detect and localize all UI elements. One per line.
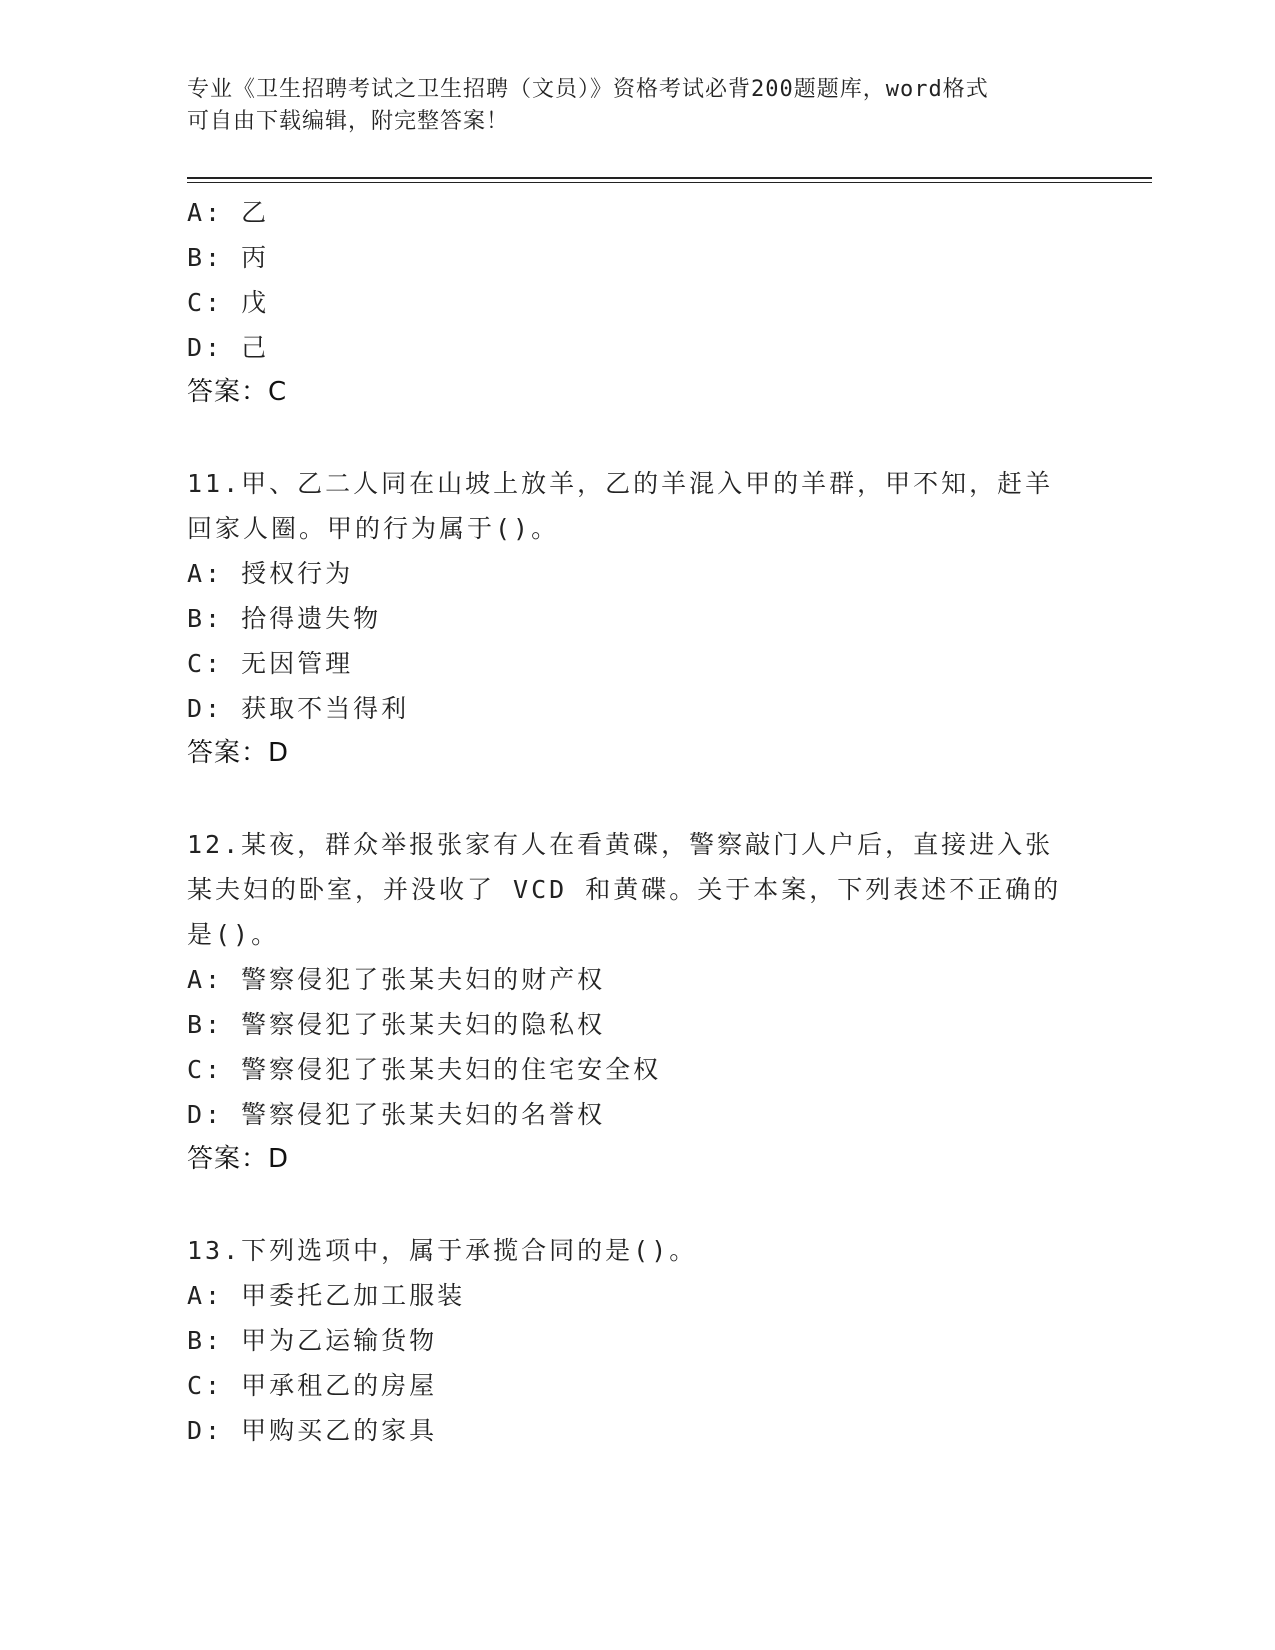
header-line-2: 可自由下载编辑，附完整答案！ bbox=[187, 109, 510, 134]
option-a: A: 乙 bbox=[187, 198, 270, 227]
option-d: D: 获取不当得利 bbox=[187, 694, 410, 723]
option-a: A: 甲委托乙加工服装 bbox=[187, 1281, 466, 1310]
document-header bbox=[187, 74, 1067, 138]
question-text-line: 13.下列选项中，属于承揽合同的是()。 bbox=[187, 1236, 698, 1265]
answer-label: 答案：D bbox=[187, 738, 290, 768]
option-d: D: 甲购买乙的家具 bbox=[187, 1416, 438, 1445]
option-c: C: 无因管理 bbox=[187, 649, 354, 678]
option-c: C: 戊 bbox=[187, 288, 270, 317]
header-divider bbox=[187, 177, 1152, 183]
question-text-line: 12.某夜，群众举报张家有人在看黄碟，警察敲门人户后，直接进入张 bbox=[187, 830, 1054, 859]
answer-label: 答案：D bbox=[187, 1144, 290, 1174]
option-c: C: 警察侵犯了张某夫妇的住宅安全权 bbox=[187, 1055, 662, 1084]
spacer bbox=[187, 1182, 1087, 1228]
option-c: C: 甲承租乙的房屋 bbox=[187, 1371, 438, 1400]
option-b: B: 甲为乙运输货物 bbox=[187, 1326, 438, 1355]
option-b: B: 警察侵犯了张某夫妇的隐私权 bbox=[187, 1010, 606, 1039]
question-block-13 bbox=[187, 1228, 1087, 1453]
question-text-line: 回家人圈。甲的行为属于()。 bbox=[187, 514, 560, 543]
question-text-line: 某夫妇的卧室，并没收了 VCD 和黄碟。关于本案，下列表述不正确的 bbox=[187, 875, 1062, 904]
option-a: A: 警察侵犯了张某夫妇的财产权 bbox=[187, 965, 606, 994]
question-block-10 bbox=[187, 190, 1087, 415]
question-list bbox=[187, 190, 1087, 1453]
spacer bbox=[187, 776, 1087, 822]
option-d: D: 己 bbox=[187, 333, 270, 362]
option-b: B: 丙 bbox=[187, 243, 270, 272]
question-text-line: 11.甲、乙二人同在山坡上放羊，乙的羊混入甲的羊群，甲不知，赶羊 bbox=[187, 469, 1054, 498]
question-block-11 bbox=[187, 461, 1087, 776]
option-b: B: 拾得遗失物 bbox=[187, 604, 382, 633]
spacer bbox=[187, 415, 1087, 461]
option-a: A: 授权行为 bbox=[187, 559, 354, 588]
answer-label: 答案：C bbox=[187, 377, 288, 407]
option-d: D: 警察侵犯了张某夫妇的名誉权 bbox=[187, 1100, 606, 1129]
question-text-line: 是()。 bbox=[187, 920, 280, 949]
header-line-1: 专业《卫生招聘考试之卫生招聘（文员）》资格考试必背200题题库，word格式 bbox=[187, 77, 989, 102]
question-block-12 bbox=[187, 822, 1087, 1182]
